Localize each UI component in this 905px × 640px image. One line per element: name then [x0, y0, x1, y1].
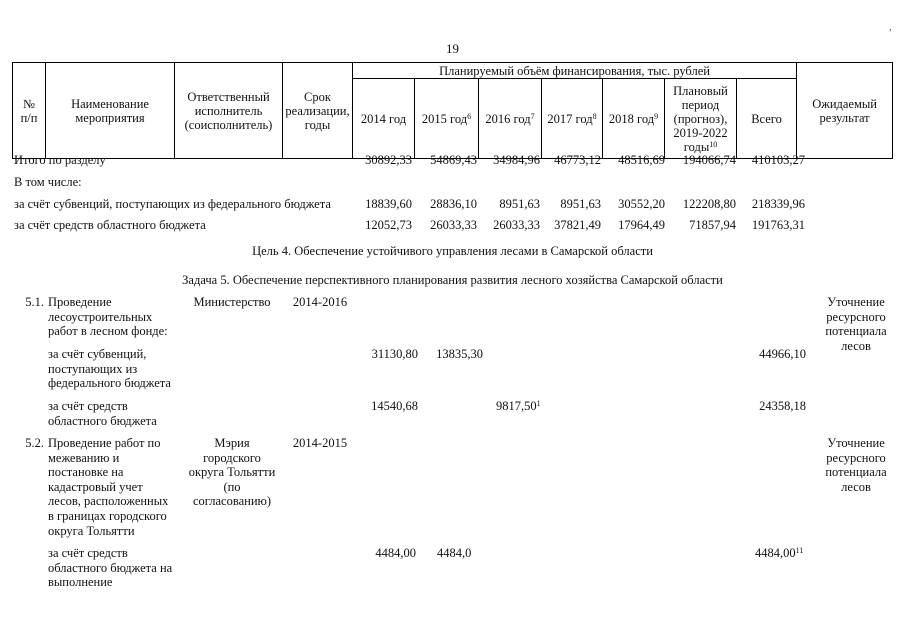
- summary-total-all: 410103,27: [751, 153, 805, 167]
- summary-regional-2015: 26033,33: [430, 218, 477, 232]
- header-total: Всего: [737, 79, 797, 159]
- header-plan: [665, 79, 737, 159]
- item-5-2-regional-2014: 4484,00: [375, 546, 416, 560]
- item-5-1-term: 2014-2016: [292, 295, 348, 309]
- item-5-1-regional-2016-value: 9817,50: [496, 399, 537, 413]
- summary-total-2017: 46773,12: [554, 153, 601, 167]
- footnote-6: 6: [467, 111, 472, 121]
- header-y2017-text: 2017 год: [547, 111, 593, 126]
- item-5-1-name: Проведение лесоустроительных работ в лесном фонде:: [48, 295, 168, 339]
- summary-total-2015: 54869,43: [430, 153, 477, 167]
- footnote-11: 11: [795, 546, 804, 555]
- summary-regional-2014: 12052,73: [365, 218, 412, 232]
- header-y2015-text: 2015 год: [421, 111, 468, 126]
- summary-regional-2016: 26033,33: [493, 218, 540, 232]
- header-plan-text: Плановый период (прогноз), 2019-2022 годы: [673, 83, 728, 154]
- summary-total-2016: 34984,96: [493, 153, 540, 167]
- footnote-7: 7: [530, 111, 535, 121]
- summary-federal-all: 218339,96: [751, 197, 805, 211]
- header-y2015: [415, 79, 479, 159]
- summary-total-plan: 194066,74: [682, 153, 736, 167]
- summary-regional-2017: 37821,49: [554, 218, 601, 232]
- summary-regional-all: 191763,31: [751, 218, 805, 232]
- item-5-1-federal-2015: 13835,30: [436, 347, 483, 361]
- item-5-1-num: 5.1.: [25, 295, 44, 309]
- item-5-1-regional-total: 24358,18: [759, 399, 806, 413]
- item-5-2-regional-total-value: 4484,00: [755, 546, 796, 560]
- summary-federal-2014: 18839,60: [365, 197, 412, 211]
- item-5-2-num: 5.2.: [25, 436, 44, 450]
- header-y2016-text: 2016 год: [485, 111, 531, 126]
- header-y2014-text: 2014 год: [360, 111, 407, 126]
- summary-regional-plan: 71857,94: [689, 218, 736, 232]
- item-5-2-result: Уточнение ресурсного потенциала лесов: [825, 436, 887, 494]
- item-5-2-regional-2015: 4484,0: [437, 546, 472, 560]
- summary-total-label: Итого по разделу: [14, 153, 106, 167]
- footnote-10: 10: [709, 139, 718, 149]
- item-5-2-regional-total: [755, 546, 803, 561]
- summary-federal-2017: 8951,63: [560, 197, 601, 211]
- summary-total-2014: 30892,33: [365, 153, 412, 167]
- header-y2018-text: 2018 год: [608, 111, 655, 126]
- summary-federal-2018: 30552,20: [618, 197, 665, 211]
- item-5-1-regional-label: за счёт средств областного бюджета: [48, 399, 157, 428]
- item-5-1-executor: Министерство: [193, 295, 271, 309]
- summary-federal-label: за счёт субвенций, поступающих из федерального бюджета: [14, 197, 331, 211]
- item-5-1-regional-2014: 14540,68: [371, 399, 418, 413]
- summary-regional-2018: 17964,49: [618, 218, 665, 232]
- goal-heading: Цель 4. Обеспечение устойчивого управления лесами в Самарской области: [252, 244, 653, 258]
- summary-federal-plan: 122208,80: [682, 197, 736, 211]
- page-number: 19: [446, 41, 459, 56]
- header-funding: Планируемый объём финансирования, тыс. рублей: [353, 63, 797, 79]
- header-y2014: [353, 79, 415, 159]
- summary-including-label: В том числе:: [14, 175, 82, 189]
- item-5-2-regional-label: за счёт средств областного бюджета на выполнение: [48, 546, 173, 590]
- item-5-2-term: 2014-2015: [292, 436, 348, 450]
- summary-federal-2015: 28836,10: [430, 197, 477, 211]
- item-5-1-federal-total: 44966,10: [759, 347, 806, 361]
- header-executor: Ответственный исполнитель (соисполнитель): [175, 63, 283, 159]
- summary-federal-2016: 8951,63: [499, 197, 540, 211]
- header-result: Ожидаемый результат: [797, 63, 893, 159]
- item-5-1-regional-2016: [496, 399, 541, 414]
- task-heading: Задача 5. Обеспечение перспективного планирования развития лесного хозяйства Самарской области: [182, 273, 723, 287]
- footnote-8: 8: [592, 111, 597, 121]
- footnote-1: 1: [536, 399, 541, 408]
- header-num: № п/п: [13, 63, 46, 159]
- header-name: Наименование мероприятия: [46, 63, 175, 159]
- item-5-1-result: Уточнение ресурсного потенциала лесов: [825, 295, 887, 353]
- header-y2017: [542, 79, 603, 159]
- item-5-1-federal-2014: 31130,80: [371, 347, 418, 361]
- stray-mark: ,: [889, 22, 892, 33]
- table-header: [12, 62, 893, 159]
- header-y2016: [479, 79, 542, 159]
- summary-regional-label: за счёт средств областного бюджета: [14, 218, 206, 232]
- header-y2018: [603, 79, 665, 159]
- item-5-2-name: Проведение работ по межеванию и постановке на кадастровый учет лесов, расположенных в границах городского округа Тольятти: [48, 436, 169, 538]
- summary-total-2018: 48516,69: [618, 153, 665, 167]
- item-5-2-executor: Мэрия городского округа Тольятти (по согласованию): [188, 436, 276, 509]
- item-5-1-federal-label: за счёт субвенций, поступающих из федерального бюджета: [48, 347, 171, 391]
- header-term: Срок реализации, годы: [283, 63, 353, 159]
- footnote-9: 9: [654, 111, 659, 121]
